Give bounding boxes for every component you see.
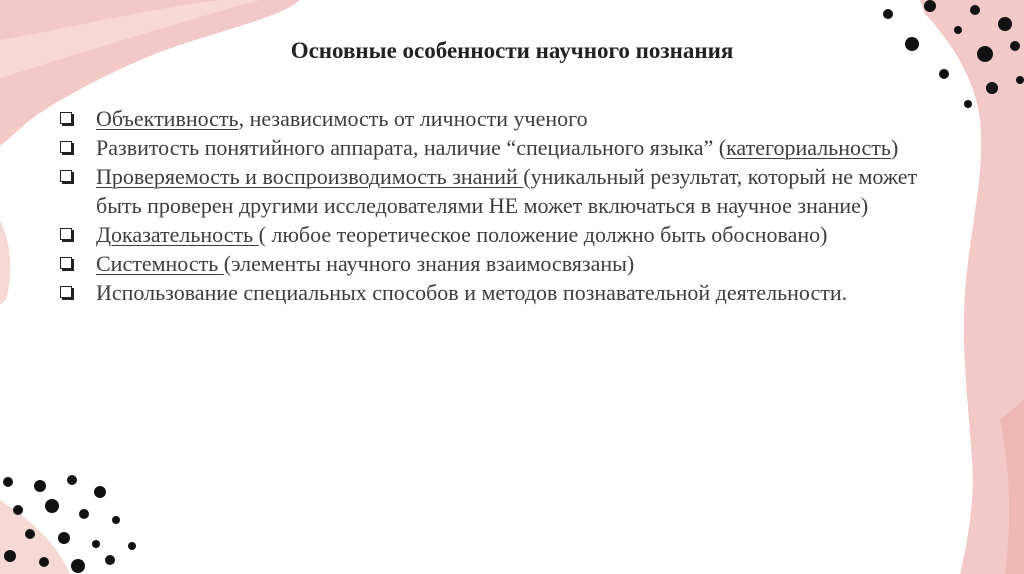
item-term: категориальность	[726, 135, 891, 160]
slide-title: Основные особенности научного познания	[290, 38, 734, 63]
checkbox-bullet-icon	[60, 257, 72, 269]
checkbox-bullet-icon	[60, 286, 72, 298]
item-text: (уникальный результат, который не может быть проверен другими исследователями НЕ может включаться в научное знание)	[96, 164, 918, 218]
checkbox-bullet-icon	[60, 141, 72, 153]
item-text: Использование специальных способов и методов познавательной деятельности.	[96, 280, 848, 305]
list-item	[60, 220, 960, 249]
item-text: , независимость от личности ученого	[238, 106, 588, 131]
item-term: Доказательность	[96, 222, 259, 247]
item-term: Объективность	[96, 106, 239, 131]
list-item	[60, 133, 960, 162]
item-text: )	[890, 135, 899, 160]
list-item	[60, 162, 960, 220]
checkbox-bullet-icon	[60, 112, 72, 124]
list-item	[60, 104, 960, 133]
item-text: ( любое теоретическое положение должно быть обосновано)	[258, 222, 828, 247]
list-item	[60, 249, 960, 278]
item-term: Проверяемость и воспроизводимость знаний	[96, 164, 524, 189]
features-list	[60, 104, 960, 307]
item-term: Системность	[96, 251, 224, 276]
item-text: (элементы научного знания взаимосвязаны)	[223, 251, 635, 276]
list-item	[60, 278, 960, 307]
item-text: Развитость понятийного аппарата, наличие “специального языка” (	[96, 135, 727, 160]
checkbox-bullet-icon	[60, 170, 72, 182]
checkbox-bullet-icon	[60, 228, 72, 240]
